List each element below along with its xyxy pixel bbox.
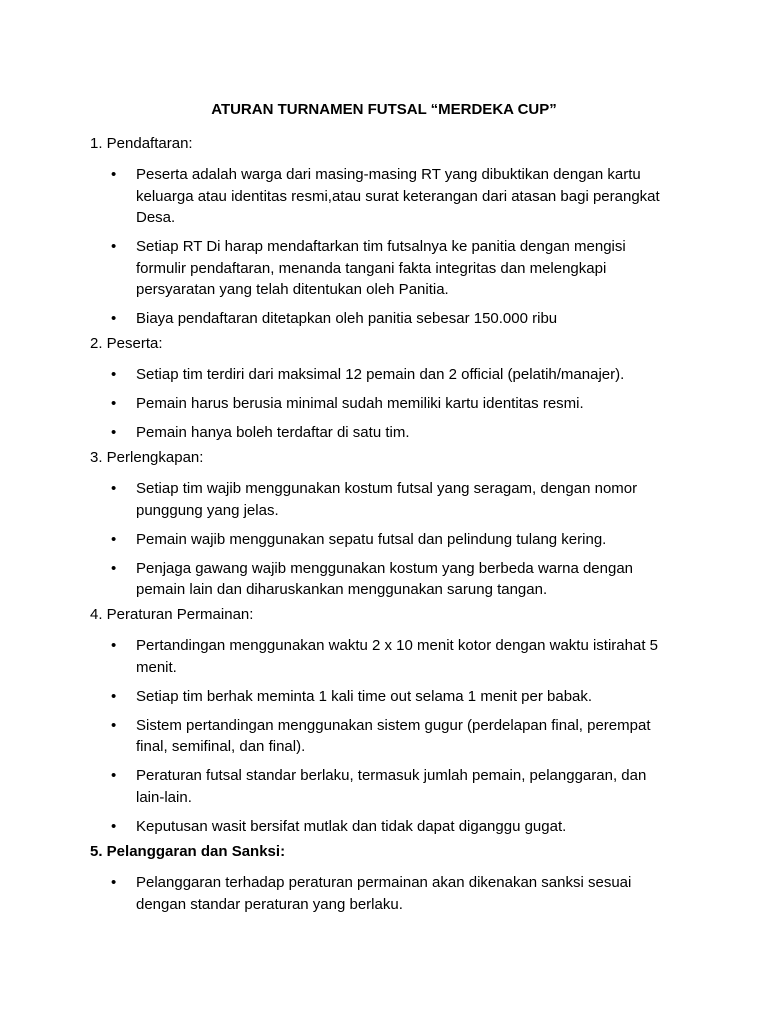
bullet-list (90, 478, 670, 601)
list-item: • Pemain wajib menggunakan sepatu futsal dan pelindung tulang kering. (90, 529, 670, 551)
list-item: • Pemain harus berusia minimal sudah memiliki kartu identitas resmi. (90, 393, 670, 415)
bullet-list (90, 872, 670, 915)
document-title: ATURAN TURNAMEN FUTSAL “MERDEKA CUP” (211, 101, 557, 118)
section-heading: 3. Perlengkapan: (90, 449, 204, 466)
list-item: • Pertandingan menggunakan waktu 2 x 10 menit kotor dengan waktu istirahat 5 menit. (90, 635, 670, 678)
section-heading: 1. Pendaftaran: (90, 135, 193, 152)
list-item: • Setiap RT Di harap mendaftarkan tim futsalnya ke panitia dengan mengisi formulir pendaftaran, menanda tangani fakta integritas dan melengkapi persyaratan yang telah ditentukan oleh Panitia. (90, 236, 670, 301)
bullet-list (90, 635, 670, 837)
section-perlengkapan (90, 448, 670, 608)
list-item: • Setiap tim berhak meminta 1 kali time out selama 1 menit per babak. (90, 686, 670, 708)
list-item: • Biaya pendaftaran ditetapkan oleh panitia sebesar 150.000 ribu (90, 308, 670, 330)
list-item: • Keputusan wasit bersifat mutlak dan tidak dapat diganggu gugat. (90, 816, 670, 838)
section-peraturan-permainan (90, 605, 670, 845)
list-item: • Setiap tim wajib menggunakan kostum futsal yang seragam, dengan nomor punggung yang jelas. (90, 478, 670, 521)
section-pelanggaran-sanksi (90, 842, 670, 923)
section-heading: 2. Peserta: (90, 335, 163, 352)
section-peserta (90, 334, 670, 451)
list-item: • Sistem pertandingan menggunakan sistem gugur (perdelapan final, perempat final, semifinal, dan final). (90, 715, 670, 758)
list-item: • Setiap tim terdiri dari maksimal 12 pemain dan 2 official (pelatih/manajer). (90, 364, 670, 386)
section-heading: 4. Peraturan Permainan: (90, 606, 254, 623)
list-item: • Pemain hanya boleh terdaftar di satu tim. (90, 422, 670, 444)
bullet-list (90, 364, 670, 444)
list-item: • Peserta adalah warga dari masing-masing RT yang dibuktikan dengan kartu keluarga atau identitas resmi,atau surat keterangan dari atasan bagi perangkat Desa. (90, 164, 670, 229)
list-item: • Peraturan futsal standar berlaku, termasuk jumlah pemain, pelanggaran, dan lain-lain. (90, 765, 670, 808)
bullet-list (90, 164, 670, 330)
list-item: • Penjaga gawang wajib menggunakan kostum yang berbeda warna dengan pemain lain dan diharuskankan menggunakan sarung tangan. (90, 558, 670, 601)
list-item: • Pelanggaran terhadap peraturan permainan akan dikenakan sanksi sesuai dengan standar peraturan yang berlaku. (90, 872, 670, 915)
section-pendaftaran (90, 134, 670, 337)
section-heading: 5. Pelanggaran dan Sanksi: (90, 843, 286, 860)
